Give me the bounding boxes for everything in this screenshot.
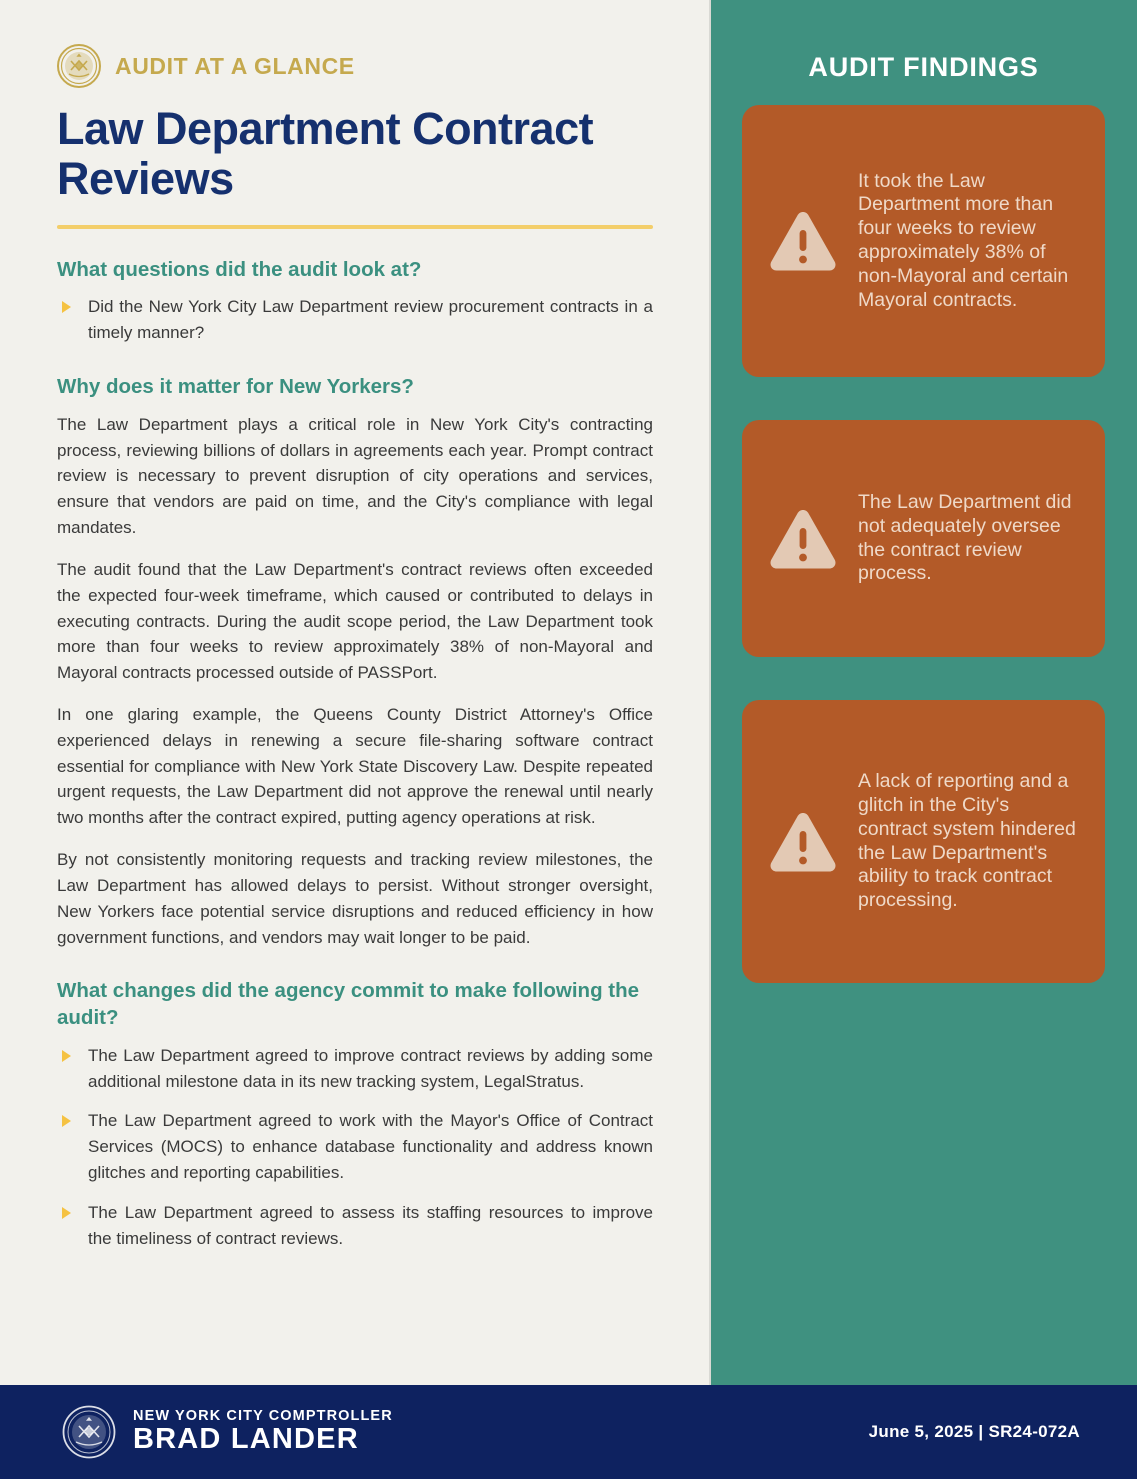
why-paragraph-2: The audit found that the Law Department's contract reviews often exceeded the expected four-week timeframe, which caused or contributed to delays in executing contracts. During the audit scope period, the Law Department took more than four weeks to review approximately 38% of non-Mayoral and Mayoral contracts processed outside of PASSPort. — [57, 559, 653, 683]
comptroller-brand — [62, 1405, 393, 1459]
finding-text: The Law Department did not adequately oversee the contract review process. — [858, 490, 1072, 585]
questions-heading: What questions did the audit look at? — [57, 257, 422, 281]
warning-triangle-icon — [764, 504, 842, 574]
triangle-bullet-icon — [62, 1050, 71, 1062]
list-item-text: The Law Department agreed to improve contract reviews by adding some additional milestone data in its new tracking system, LegalStratus. — [88, 1045, 653, 1091]
audit-findings-title: AUDIT FINDINGS — [808, 52, 1039, 82]
why-paragraph-1: The Law Department plays a critical role in New York City's contracting process, reviewing billions of dollars in agreements each year. Prompt contract review is necessary to prevent disruption of city operations and services, ensure that vendors are paid on time, and the City's compliance with legal mandates. — [57, 414, 653, 538]
report-date-and-id: June 5, 2025 | SR24-072A — [868, 1422, 1080, 1441]
finding-card — [742, 105, 1105, 377]
brand-text — [133, 1408, 393, 1457]
list-item — [57, 1200, 653, 1252]
triangle-bullet-icon — [62, 1115, 71, 1127]
nyc-seal-icon — [57, 44, 101, 88]
warning-triangle-icon — [764, 807, 842, 877]
page-footer — [0, 1385, 1137, 1479]
list-item — [57, 1043, 653, 1095]
changes-list — [57, 1043, 653, 1252]
triangle-bullet-icon — [62, 301, 71, 313]
why-heading: Why does it matter for New Yorkers? — [57, 375, 414, 399]
brand-name-label: BRAD LANDER — [133, 1423, 359, 1456]
finding-card — [742, 420, 1105, 657]
audit-findings-sidebar — [711, 0, 1137, 1385]
questions-list — [57, 294, 653, 346]
list-item-text: Did the New York City Law Department review procurement contracts in a timely manner? — [88, 297, 653, 343]
list-item-text: The Law Department agreed to work with the Mayor's Office of Contract Services (MOCS) to enhance database functionality and address known glitches and reporting capabilities. — [88, 1111, 653, 1183]
list-item — [57, 1108, 653, 1185]
triangle-bullet-icon — [62, 1207, 71, 1219]
warning-triangle-icon — [764, 206, 842, 276]
kicker-row — [57, 44, 653, 88]
why-paragraph-4: By not consistently monitoring requests and tracking review milestones, the Law Department has allowed delays to persist. Without stronger oversight, New Yorkers face potential service disruptions and reduced efficiency in how government functions, and vendors may wait longer to be paid. — [57, 850, 653, 947]
finding-text: A lack of reporting and a glitch in the City's contract system hindered the Law Department's ability to track contract processing. — [858, 770, 1076, 912]
why-paragraph-3: In one glaring example, the Queens County District Attorney's Office experienced delays in renewing a secure file-sharing software contract essential for compliance with New York State Discovery Law. Despite repeated urgent requests, the Law Department did not approve the renewal until nearly two months after the contract expired, putting agency operations at risk. — [57, 705, 653, 828]
list-item-text: The Law Department agreed to assess its staffing resources to improve the timeliness of contract reviews. — [88, 1202, 653, 1248]
page-title: Law Department Contract Reviews — [57, 103, 594, 205]
finding-text: It took the Law Department more than four weeks to review approximately 38% of non-Mayoral and certain Mayoral contracts. — [858, 169, 1069, 311]
kicker-label: AUDIT AT A GLANCE — [115, 52, 355, 79]
brand-office-label: NEW YORK CITY COMPTROLLER — [133, 1407, 393, 1424]
finding-card — [742, 700, 1105, 983]
list-item — [57, 294, 653, 346]
nyc-seal-icon — [62, 1405, 116, 1459]
title-divider — [57, 225, 653, 229]
changes-heading: What changes did the agency commit to make following the audit? — [57, 979, 640, 1030]
